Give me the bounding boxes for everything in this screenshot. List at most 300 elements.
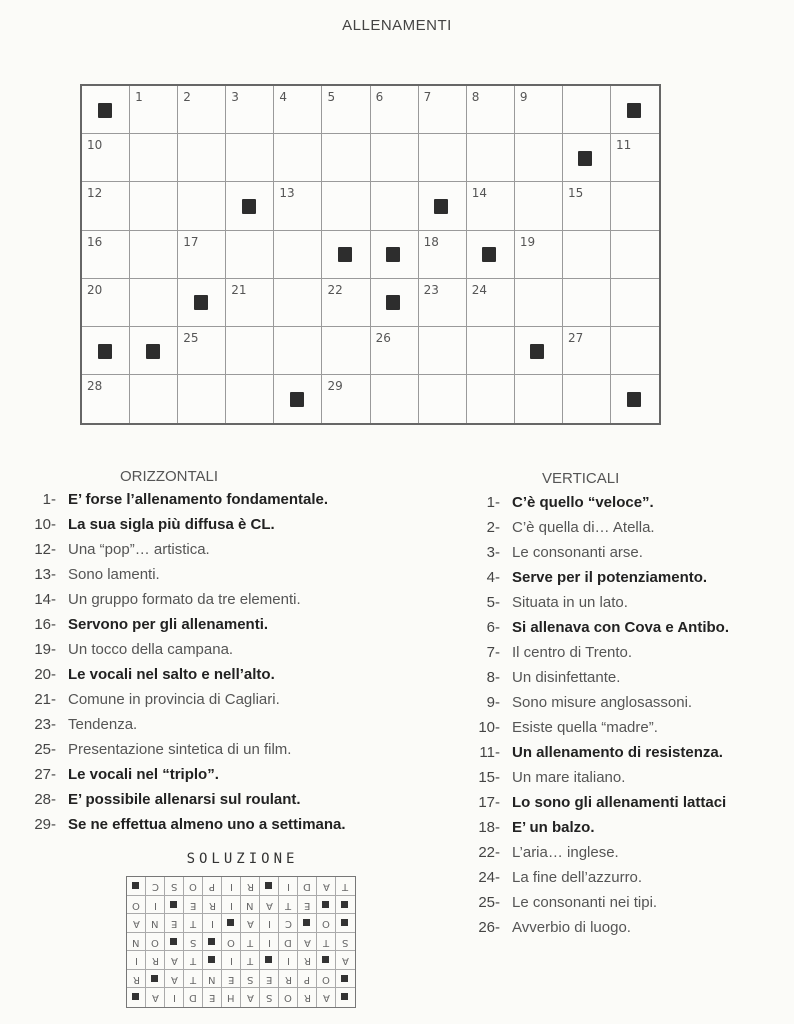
clue-number: 13- — [34, 566, 56, 583]
solution-letter: A — [170, 973, 178, 985]
crossword-cell[interactable] — [130, 375, 178, 423]
crossword-cell[interactable] — [226, 375, 274, 423]
solution-black-square — [170, 938, 177, 945]
clue-item — [470, 768, 729, 793]
clue-number: 19- — [34, 641, 56, 658]
cell-number: 4 — [279, 90, 288, 104]
solution-letter: R — [151, 955, 159, 966]
cell-number: 15 — [567, 186, 584, 201]
solution-black-cell — [336, 914, 355, 933]
clue-number: 29- — [34, 816, 56, 833]
solution-grid — [126, 876, 356, 1008]
solution-cell — [184, 951, 203, 970]
solution-black-cell — [222, 914, 241, 933]
clue-text: C’è quello “veloce”. — [512, 494, 654, 511]
black-square — [386, 247, 400, 262]
solution-cell — [260, 988, 279, 1007]
clue-number: 24- — [478, 869, 500, 886]
solution-letter: O — [151, 936, 159, 948]
clue-text: Si allenava con Cova e Antibo. — [512, 619, 730, 636]
black-square — [98, 344, 112, 359]
solution-letter: T — [189, 955, 197, 966]
solution-letter: N — [132, 936, 140, 948]
solution-letter: R — [208, 899, 216, 911]
black-square — [530, 344, 544, 359]
crossword-cell[interactable] — [515, 134, 563, 182]
solution-letter: O — [132, 899, 140, 911]
clue-number: 12- — [34, 541, 56, 558]
solution-cell — [298, 988, 317, 1007]
solution-cell — [241, 896, 260, 915]
crossword-cell[interactable] — [467, 279, 515, 327]
solution-letter: I — [229, 881, 233, 892]
crossword-cell[interactable] — [226, 134, 274, 182]
cell-number: 23 — [423, 282, 439, 297]
crossword-cell[interactable] — [611, 231, 659, 279]
clue-item — [20, 690, 346, 715]
clue-number: 20- — [34, 666, 56, 683]
black-cell — [611, 86, 659, 134]
crossword-cell[interactable] — [467, 327, 515, 375]
solution-title: SOLUZIONE — [186, 851, 299, 867]
solution-cell — [260, 933, 279, 952]
clue-number: 10- — [478, 719, 500, 736]
crossword-cell[interactable] — [563, 327, 611, 375]
clue-number: 23- — [34, 716, 56, 733]
black-square — [627, 392, 641, 407]
clue-item — [470, 743, 729, 768]
clue-item — [20, 490, 346, 515]
clue-number: 25- — [478, 894, 500, 911]
solution-cell — [336, 933, 355, 952]
cell-number: 13 — [279, 186, 295, 201]
solution-cell — [260, 896, 279, 915]
clue-text: Le consonanti nei tipi. — [512, 894, 658, 911]
crossword-cell[interactable] — [274, 134, 322, 182]
clue-item — [470, 818, 729, 843]
clue-item — [470, 593, 729, 618]
cell-number: 22 — [327, 282, 343, 297]
crossword-cell[interactable] — [371, 86, 419, 134]
solution-letter: R — [132, 973, 140, 985]
solution-letter: P — [208, 881, 216, 892]
clue-number: 4- — [486, 569, 500, 586]
crossword-cell[interactable] — [371, 375, 419, 423]
crossword-cell[interactable] — [611, 134, 659, 182]
solution-letter: A — [322, 881, 330, 892]
solution-letter: T — [189, 918, 197, 929]
solution-letter: E — [265, 973, 273, 985]
solution-cell — [279, 988, 298, 1007]
solution-cell — [241, 951, 260, 970]
black-square — [434, 199, 448, 214]
solution-cell — [279, 896, 298, 915]
crossword-cell[interactable] — [274, 86, 322, 134]
crossword-cell[interactable] — [130, 279, 178, 327]
cell-number: 25 — [183, 330, 199, 345]
clue-text: Un gruppo formato da tre elementi. — [68, 591, 301, 608]
crossword-cell[interactable] — [563, 86, 611, 134]
solution-letter: T — [246, 955, 254, 966]
solution-cell — [146, 933, 165, 952]
solution-black-cell — [260, 951, 279, 970]
crossword-cell[interactable] — [322, 134, 370, 182]
clue-item — [470, 918, 729, 943]
solution-letter: I — [229, 955, 233, 966]
clue-number: 25- — [34, 741, 56, 758]
crossword-cell[interactable] — [130, 86, 178, 134]
solution-letter: O — [322, 973, 330, 985]
solution-black-cell — [127, 988, 146, 1007]
solution-black-square — [341, 993, 348, 1000]
cell-number: 19 — [519, 234, 536, 249]
crossword-cell[interactable] — [371, 327, 419, 375]
solution-letter: E — [303, 899, 311, 911]
solution-black-cell — [127, 877, 146, 896]
clue-item — [470, 843, 729, 868]
clue-text: E’ forse l’allenamento fondamentale. — [68, 491, 329, 508]
clue-number: 7- — [486, 644, 500, 661]
clue-item — [470, 893, 729, 918]
solution-letter: C — [151, 881, 159, 892]
black-square — [98, 103, 112, 118]
crossword-cell[interactable] — [274, 182, 322, 230]
solution-black-square — [303, 919, 310, 926]
solution-letter: O — [189, 881, 197, 892]
clue-text: Un allenamento di resistenza. — [512, 744, 723, 761]
clue-number: 5- — [486, 594, 500, 611]
clue-number: 17- — [478, 794, 500, 811]
crossword-cell[interactable] — [178, 182, 226, 230]
clue-text: Sono misure anglosassoni. — [512, 694, 693, 711]
solution-cell — [279, 933, 298, 952]
solution-cell — [222, 877, 241, 896]
solution-black-square — [170, 901, 177, 908]
solution-letter: S — [170, 881, 178, 892]
solution-cell — [127, 970, 146, 989]
cell-number: 16 — [87, 234, 103, 249]
clue-item — [20, 790, 346, 815]
cell-number: 21 — [231, 282, 247, 297]
crossword-cell[interactable] — [467, 134, 515, 182]
crossword-cell[interactable] — [563, 279, 611, 327]
page-title: ALLENAMENTI — [342, 17, 452, 34]
cell-number: 10 — [87, 138, 103, 153]
crossword-cell[interactable] — [82, 182, 130, 230]
solution-letter: S — [342, 936, 349, 948]
orizzontali-heading: ORIZZONTALI — [120, 468, 219, 485]
crossword-cell[interactable] — [274, 231, 322, 279]
clue-text: E’ un balzo. — [512, 819, 595, 836]
cell-number: 14 — [471, 186, 488, 201]
solution-black-square — [341, 901, 348, 908]
clue-text: Un mare italiano. — [512, 769, 626, 786]
solution-letter: A — [342, 955, 349, 966]
black-cell — [515, 327, 563, 375]
crossword-cell[interactable] — [82, 279, 130, 327]
crossword-cell[interactable] — [515, 279, 563, 327]
black-square — [194, 295, 208, 310]
clue-item — [20, 815, 346, 840]
crossword-cell[interactable] — [82, 134, 130, 182]
solution-cell — [146, 951, 165, 970]
solution-letter: E — [208, 992, 216, 1003]
black-square — [146, 344, 160, 359]
crossword-cell[interactable] — [563, 375, 611, 423]
solution-letter: N — [208, 973, 216, 985]
clue-text: Presentazione sintetica di un film. — [68, 741, 292, 758]
solution-cell — [203, 970, 222, 989]
clue-text: Le consonanti arse. — [512, 544, 643, 561]
clue-number: 1- — [42, 491, 56, 508]
solution-letter: A — [246, 992, 254, 1003]
clue-item — [470, 518, 729, 543]
clue-item — [470, 543, 729, 568]
solution-letter: R — [246, 881, 254, 892]
crossword-cell[interactable] — [611, 182, 659, 230]
black-square — [338, 247, 352, 262]
clue-text: Serve per il potenziamento. — [512, 569, 708, 586]
solution-letter: E — [227, 973, 235, 985]
clue-item — [20, 665, 346, 690]
solution-letter: I — [134, 955, 138, 966]
crossword-cell[interactable] — [274, 327, 322, 375]
crossword-cell[interactable] — [467, 86, 515, 134]
solution-letter: H — [227, 992, 235, 1003]
clue-item — [470, 493, 729, 518]
clue-item — [20, 740, 346, 765]
solution-letter: I — [286, 881, 290, 892]
clue-item — [470, 568, 729, 593]
solution-cell — [298, 970, 317, 989]
solution-cell — [127, 951, 146, 970]
cell-number: 2 — [183, 90, 191, 104]
clue-number: 21- — [34, 691, 56, 708]
clue-text: E’ possibile allenarsi sul roulant. — [68, 791, 301, 808]
cell-number: 6 — [375, 90, 384, 104]
solution-cell — [241, 877, 260, 896]
black-cell — [178, 279, 226, 327]
solution-cell — [298, 933, 317, 952]
crossword-cell[interactable] — [226, 86, 274, 134]
solution-black-square — [322, 956, 329, 963]
solution-letter: E — [189, 899, 197, 911]
black-cell — [563, 134, 611, 182]
solution-letter: T — [342, 881, 349, 892]
clue-item — [20, 515, 346, 540]
crossword-cell[interactable] — [130, 182, 178, 230]
clue-text: Se ne effettua almeno uno a settimana. — [68, 816, 346, 833]
solution-letter: I — [267, 918, 271, 929]
solution-cell — [260, 914, 279, 933]
crossword-cell[interactable] — [515, 375, 563, 423]
solution-letter: A — [303, 936, 311, 948]
clue-item — [470, 668, 729, 693]
solution-black-square — [227, 919, 234, 926]
crossword-cell[interactable] — [82, 375, 130, 423]
clue-text: Avverbio di luogo. — [512, 919, 631, 936]
clue-number: 6- — [486, 619, 500, 636]
clue-item — [20, 765, 346, 790]
black-square — [627, 103, 641, 118]
solution-cell — [241, 988, 260, 1007]
solution-cell — [298, 951, 317, 970]
clue-number: 8- — [486, 669, 500, 686]
orizzontali-clue-list — [20, 490, 346, 840]
solution-letter: R — [284, 973, 292, 985]
clue-text: Tendenza. — [68, 716, 138, 733]
crossword-cell[interactable] — [563, 231, 611, 279]
solution-black-square — [132, 993, 139, 1000]
crossword-cell[interactable] — [178, 375, 226, 423]
solution-cell — [222, 896, 241, 915]
crossword-cell[interactable] — [515, 231, 563, 279]
clue-number: 10- — [34, 516, 56, 533]
crossword-cell[interactable] — [82, 231, 130, 279]
crossword-cell[interactable] — [611, 327, 659, 375]
black-cell — [274, 375, 322, 423]
black-cell — [371, 231, 419, 279]
solution-cell — [222, 970, 241, 989]
cell-number: 27 — [567, 330, 584, 345]
cell-number: 11 — [616, 138, 632, 153]
crossword-cell[interactable] — [419, 279, 467, 327]
cell-number: 1 — [135, 90, 143, 104]
clue-text: Situata in un lato. — [512, 594, 628, 611]
solution-cell — [317, 988, 336, 1007]
clue-item — [20, 540, 346, 565]
crossword-cell[interactable] — [515, 86, 563, 134]
crossword-cell[interactable] — [130, 231, 178, 279]
clue-item — [20, 715, 346, 740]
solution-cell — [317, 970, 336, 989]
solution-black-cell — [146, 970, 165, 989]
solution-cell — [146, 877, 165, 896]
solution-letter: A — [132, 918, 140, 929]
crossword-cell[interactable] — [274, 279, 322, 327]
solution-cell — [279, 970, 298, 989]
crossword-cell[interactable] — [419, 375, 467, 423]
crossword-cell[interactable] — [322, 279, 370, 327]
clue-text: Una “pop”… artistica. — [68, 541, 210, 558]
solution-cell — [146, 914, 165, 933]
clue-number: 28- — [34, 791, 56, 808]
crossword-cell[interactable] — [130, 134, 178, 182]
crossword-cell[interactable] — [419, 134, 467, 182]
crossword-cell[interactable] — [371, 134, 419, 182]
cell-number: 8 — [471, 90, 480, 104]
crossword-cell[interactable] — [419, 231, 467, 279]
clue-item — [20, 615, 346, 640]
black-square — [578, 151, 592, 166]
crossword-cell[interactable] — [178, 327, 226, 375]
crossword-cell[interactable] — [467, 182, 515, 230]
solution-cell — [203, 988, 222, 1007]
clue-number: 1- — [486, 494, 500, 511]
solution-letter: A — [265, 899, 273, 911]
clue-text: Le vocali nel salto e nell’alto. — [68, 666, 275, 683]
clue-number: 11- — [479, 744, 500, 761]
crossword-cell[interactable] — [419, 327, 467, 375]
solution-cell — [241, 970, 260, 989]
clue-text: Servono per gli allenamenti. — [68, 616, 269, 633]
solution-letter: T — [246, 936, 254, 948]
solution-letter: I — [153, 899, 157, 911]
crossword-cell[interactable] — [322, 182, 370, 230]
clue-text: La sua sigla più diffusa è CL. — [68, 516, 275, 533]
crossword-cell[interactable] — [419, 86, 467, 134]
solution-cell — [184, 896, 203, 915]
crossword-cell[interactable] — [226, 279, 274, 327]
solution-cell — [241, 914, 260, 933]
crossword-cell[interactable] — [178, 86, 226, 134]
solution-letter: T — [284, 899, 292, 911]
verticali-heading: VERTICALI — [542, 470, 620, 487]
crossword-cell[interactable] — [322, 86, 370, 134]
clue-text: Un disinfettante. — [512, 669, 621, 686]
solution-black-square — [265, 956, 272, 963]
solution-black-cell — [260, 877, 279, 896]
solution-letter: N — [151, 918, 159, 929]
crossword-cell[interactable] — [226, 327, 274, 375]
crossword-cell[interactable] — [322, 375, 370, 423]
solution-cell — [203, 877, 222, 896]
solution-black-cell — [203, 933, 222, 952]
crossword-cell[interactable] — [515, 182, 563, 230]
cell-number: 9 — [519, 90, 528, 104]
solution-cell — [203, 896, 222, 915]
solution-black-square — [151, 975, 158, 982]
cell-number: 26 — [375, 330, 391, 345]
crossword-cell[interactable] — [226, 231, 274, 279]
black-square — [482, 247, 496, 262]
clue-text: Il centro di Trento. — [512, 644, 633, 661]
clue-text: La fine dell’azzurro. — [512, 869, 643, 886]
crossword-cell[interactable] — [371, 182, 419, 230]
solution-cell — [317, 877, 336, 896]
black-cell — [322, 231, 370, 279]
solution-letter: A — [322, 992, 330, 1003]
clue-item — [470, 793, 729, 818]
clue-text: C’è quella di… Atella. — [512, 519, 655, 536]
crossword-cell[interactable] — [178, 231, 226, 279]
solution-black-cell — [336, 896, 355, 915]
cell-number: 29 — [327, 379, 343, 394]
clue-number: 26- — [478, 919, 500, 936]
cell-number: 3 — [231, 90, 239, 104]
solution-black-cell — [203, 951, 222, 970]
solution-cell — [146, 896, 165, 915]
crossword-cell[interactable] — [611, 279, 659, 327]
solution-cell — [260, 970, 279, 989]
solution-cell — [222, 988, 241, 1007]
black-cell — [467, 231, 515, 279]
solution-cell — [222, 951, 241, 970]
black-cell — [226, 182, 274, 230]
crossword-cell[interactable] — [178, 134, 226, 182]
crossword-cell[interactable] — [467, 375, 515, 423]
clue-text: Esiste quella “madre”. — [512, 719, 658, 736]
solution-cell — [165, 914, 184, 933]
solution-letter: N — [246, 899, 254, 911]
clue-item — [470, 618, 729, 643]
clue-item — [20, 565, 346, 590]
cell-number: 28 — [87, 379, 103, 394]
solution-cell — [146, 988, 165, 1007]
crossword-cell[interactable] — [322, 327, 370, 375]
crossword-cell[interactable] — [563, 182, 611, 230]
solution-cell — [165, 877, 184, 896]
